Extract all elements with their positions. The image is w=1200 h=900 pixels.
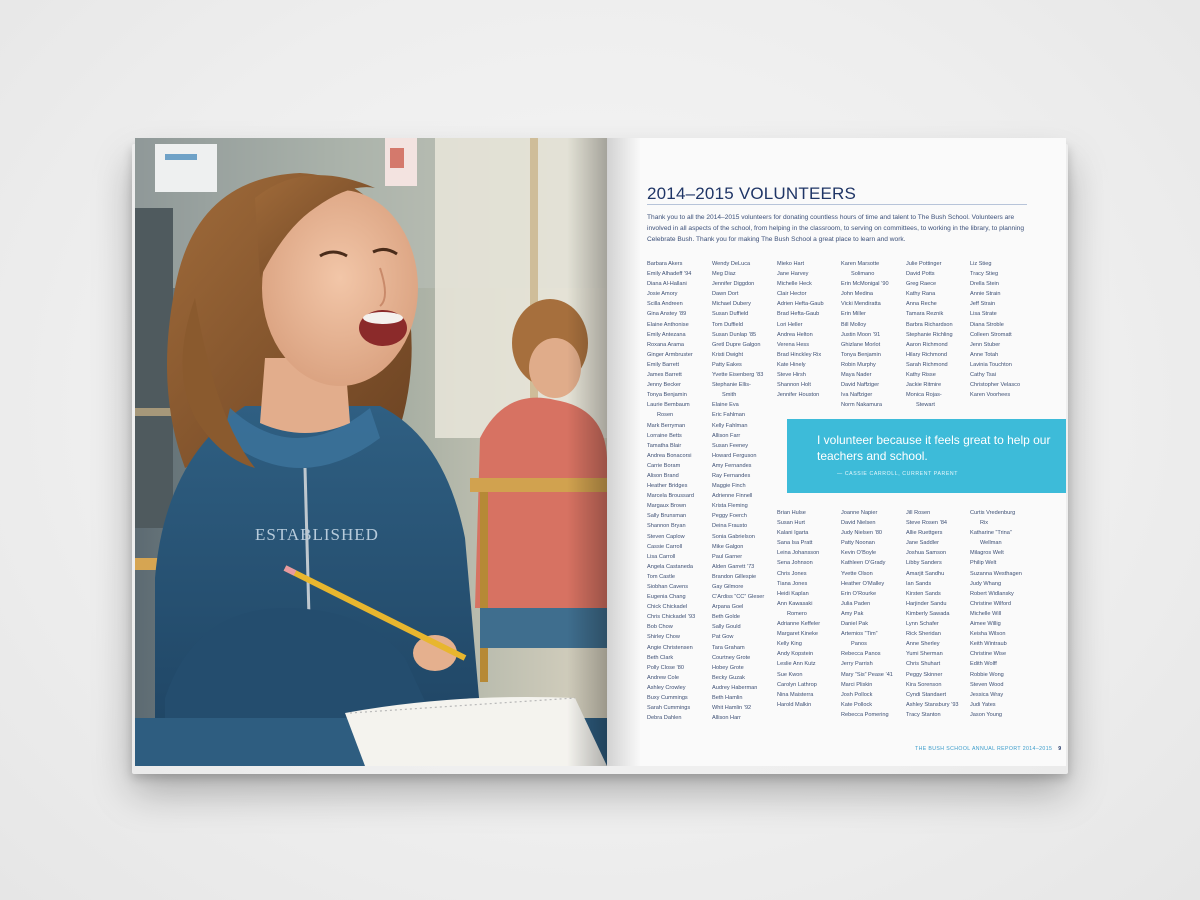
volunteer-name: Bill Molloy (841, 321, 867, 328)
volunteer-name: Robert Widlansky (970, 590, 1014, 597)
volunteer-name: Mary “Sis” Pease ’41 (841, 671, 893, 678)
volunteer-name: Shirley Chow (647, 634, 680, 641)
volunteer-name: Adrianne Keffeler (777, 621, 821, 628)
volunteer-name: Kimberly Sawada (906, 610, 950, 617)
volunteer-name: Steve Hirsh (777, 372, 806, 379)
volunteer-name: Rebecca Panos (841, 651, 881, 658)
volunteer-name-continued: Panos (851, 641, 867, 648)
volunteer-name: Lorraine Betts (647, 432, 682, 439)
volunteer-name: Joanne Napier (841, 510, 878, 516)
volunteer-name: Sana Isa Pratt (777, 540, 813, 547)
volunteer-name: Carrie Boram (647, 462, 681, 469)
volunteer-name: Robin Murphy (841, 361, 876, 368)
volunteer-name: Marci Pliskin (841, 681, 873, 688)
volunteer-name: Emily Barrett (647, 361, 680, 368)
volunteer-name: Keith Wintraub (970, 641, 1007, 648)
name-column (712, 259, 764, 723)
volunteer-name: Clair Hector (777, 291, 807, 298)
volunteer-name: Sonia Gabrielson (712, 533, 755, 540)
volunteer-name-continued: Wellman (980, 540, 1002, 547)
volunteer-name-continued: Romero (787, 610, 807, 617)
volunteer-name-continued: Rosen (657, 412, 674, 419)
volunteer-name: Shannon Holt (777, 382, 811, 389)
volunteer-name: David Potts (906, 271, 935, 278)
name-column (906, 508, 959, 720)
volunteer-name: Yumi Sherman (906, 651, 943, 658)
volunteer-name: Carolyn Lathrop (777, 681, 817, 688)
volunteer-name: Lynn Schafer (906, 621, 939, 628)
volunteer-name: Scilla Andreen (647, 301, 683, 308)
volunteer-name: Cassie Carroll (647, 543, 683, 550)
volunteer-name: Howard Ferguson (712, 452, 757, 459)
volunteer-name: Kristi Dwight (712, 351, 744, 358)
volunteer-name: Gina Anstey ’89 (647, 311, 687, 318)
volunteer-name: Susan Duffield (712, 311, 749, 318)
volunteer-name: Colleen Stromatt (970, 331, 1012, 338)
volunteer-name: Norm Nakamura (841, 402, 883, 409)
volunteer-name: Amy Pak (841, 610, 864, 617)
volunteer-name: Joshua Samson (906, 550, 947, 557)
volunteer-name: Beth Clark (647, 654, 674, 661)
volunteer-name: Steven Wood (970, 681, 1004, 688)
volunteer-name: Kelly King (777, 641, 802, 648)
volunteer-name: Amarjit Sandhu (906, 570, 945, 577)
volunteer-name: Jessica Wray (970, 691, 1004, 698)
volunteer-name: Allison Harr (712, 715, 741, 722)
volunteer-name: Tonya Benjamin (841, 351, 881, 358)
volunteer-name: Judi Yates (970, 701, 996, 708)
volunteer-name: Katharine “Trina” (970, 530, 1012, 537)
volunteer-name: Eric Fahlman (712, 412, 745, 419)
volunteer-name: Christine Wise (970, 651, 1007, 658)
volunteer-name: Allison Farr (712, 432, 741, 439)
volunteer-name: Kathy Rana (906, 291, 936, 298)
volunteer-name: Elaine Eva (712, 402, 739, 409)
volunteer-name: Amy Fernandes (712, 462, 752, 469)
volunteer-name: C’Ardiss “CC” Gleser (712, 594, 765, 601)
name-column (777, 508, 820, 710)
volunteer-name: Keisha Wilson (970, 631, 1006, 638)
volunteer-name: Michael Dubery (712, 301, 751, 308)
page-number: 9 (1058, 746, 1062, 752)
volunteer-name: Ray Fernandes (712, 472, 751, 479)
volunteer-name: Beth Hamlin (712, 695, 743, 702)
volunteer-name: Jane Saddler (906, 540, 939, 547)
volunteer-name: Josh Pollock (841, 691, 873, 698)
volunteer-name: Milagros Welt (970, 550, 1004, 557)
volunteer-name: Rebecca Pomering (841, 711, 889, 718)
volunteer-name: Brad Hefta-Gaub (777, 311, 820, 318)
volunteer-name: Maggie Finch (712, 483, 746, 490)
volunteer-name: Steve Rosen ’84 (906, 520, 948, 527)
volunteer-name: Chris Shuhart (906, 661, 941, 668)
volunteer-name: Karen Voorhees (970, 392, 1011, 399)
left-gutter-shadow (567, 138, 607, 766)
volunteer-name: Mieko Hart (777, 261, 805, 267)
volunteer-name: Chris Chickadel ’93 (647, 614, 696, 621)
volunteer-name: Audrey Haberman (712, 684, 758, 691)
volunteer-name: Shannon Bryan (647, 523, 686, 530)
volunteer-name: Christopher Velasco (970, 382, 1021, 389)
volunteer-name: Emily Alhadeff ’94 (647, 271, 692, 278)
volunteer-name: Buxy Cummings (647, 695, 688, 702)
volunteer-name: Leina Johansson (777, 550, 820, 557)
left-page-photo (135, 138, 607, 766)
name-column (970, 259, 1020, 400)
name-column (647, 259, 695, 723)
volunteer-name: Kelly Fahlman (712, 422, 748, 429)
volunteer-name: Daniel Pak (841, 621, 869, 628)
right-page (607, 138, 1066, 766)
volunteer-name: Polly Close ’80 (647, 664, 684, 671)
volunteer-name: Judy Nielsen ’80 (841, 530, 883, 537)
volunteer-name: Monica Rojas- (906, 392, 942, 399)
volunteer-name-continued: Solimano (851, 271, 875, 278)
volunteer-name: Sally Brunsman (647, 513, 687, 520)
volunteer-name: Eugenia Chang (647, 594, 686, 601)
volunteer-name: Ann Kawasaki (777, 600, 813, 607)
volunteer-name: Ghizlane Morlot (841, 341, 881, 348)
volunteer-name: Justin Moon ’91 (841, 331, 881, 338)
volunteer-name: Nina Maisterra (777, 691, 814, 698)
right-gutter-shadow (607, 138, 641, 766)
volunteer-name: Kate Hinely (777, 361, 806, 368)
volunteer-name: Lisa Strate (970, 311, 997, 318)
volunteer-name: Greg Raece (906, 281, 937, 288)
volunteer-name: Kira Sorenson (906, 681, 942, 688)
volunteer-name: Jason Young (970, 711, 1003, 718)
volunteer-name: Becky Guzak (712, 674, 745, 681)
volunteer-name: Yvette Eisenberg ’83 (712, 372, 764, 379)
volunteer-name: Wendy DeLuca (712, 261, 751, 267)
volunteer-name: Brian Hulse (777, 510, 806, 516)
page-footer (915, 746, 1062, 752)
volunteer-name: Hilary Richmond (906, 351, 948, 358)
volunteer-name: Yvette Olson (841, 570, 873, 577)
volunteer-name: Jill Rosen (906, 510, 931, 516)
name-column (970, 508, 1022, 720)
volunteer-name: Margaux Brown (647, 503, 687, 510)
volunteer-name-continued: Stewart (916, 402, 935, 409)
volunteer-name: Debra Dahlen (647, 715, 682, 722)
volunteer-name: Lisa Carroll (647, 553, 676, 560)
volunteer-name: Tiana Jones (777, 580, 808, 587)
volunteer-name: Ian Sands (906, 580, 932, 587)
classroom-photo (135, 138, 607, 766)
volunteer-name: Kevin O’Boyle (841, 550, 877, 557)
volunteer-name: Tracy Stieg (970, 271, 999, 278)
volunteer-name: Sarah Cummings (647, 705, 691, 712)
volunteer-name: Michelle Heck (777, 281, 812, 288)
volunteer-name: Sarah Richmond (906, 361, 948, 368)
volunteer-name: Maya Nader (841, 372, 872, 379)
volunteer-name: Susan Feeney (712, 442, 749, 449)
name-column (841, 508, 893, 720)
volunteer-name: Mark Berryman (647, 422, 686, 429)
volunteer-name: Christine Wilford (970, 600, 1012, 607)
name-column (906, 259, 953, 410)
volunteer-name: Verena Hess (777, 341, 810, 348)
volunteer-name: Drella Stein (970, 281, 999, 288)
volunteer-name: Gretl Dupre Galgon (712, 341, 761, 348)
volunteer-name: Jenn Stuber (970, 341, 1001, 348)
volunteer-name: Meg Diaz (712, 271, 736, 278)
volunteer-name: Kate Pollock (841, 701, 873, 708)
volunteer-name: Andrew Cole (647, 674, 680, 681)
volunteer-name: Arpana Goel (712, 604, 744, 611)
volunteer-name: Erin Miller (841, 311, 866, 318)
volunteer-name: Libby Sanders (906, 560, 942, 567)
volunteer-name: Stephanie Richling (906, 331, 953, 338)
volunteer-name: Krista Fleming (712, 503, 748, 510)
volunteer-name: Emily Antezana (647, 331, 686, 338)
volunteer-name: Rick Sheridan (906, 631, 941, 638)
volunteer-name: Angela Castaneda (647, 563, 694, 570)
pull-quote-attribution: — CASSIE CARROLL, CURRENT PARENT (837, 471, 959, 477)
volunteer-name: Barbra Richardson (906, 321, 953, 328)
title-rule (647, 204, 1027, 205)
volunteer-name: Brandon Gillespie (712, 573, 757, 580)
volunteer-name: James Barrett (647, 372, 682, 379)
volunteer-name: Lori Heller (777, 321, 803, 328)
volunteer-name: Kathleen O’Grady (841, 560, 886, 567)
volunteer-name: Tamara Reznik (906, 311, 944, 318)
volunteer-name: Tom Duffield (712, 321, 743, 328)
pull-quote-text: I volunteer because it feels great to help our teachers and school. (817, 433, 1051, 463)
volunteer-name: Anna Reche (906, 301, 937, 308)
volunteer-name: Lavinia Touchton (970, 361, 1012, 368)
volunteer-name: Edith Wolff (970, 661, 997, 668)
volunteer-name: Steven Caplow (647, 533, 685, 540)
volunteer-name: Aimee Willig (970, 621, 1001, 628)
volunteer-name: Jackie Ritmire (906, 382, 942, 389)
volunteer-name: Tonya Benjamin (647, 392, 687, 399)
volunteer-name: Paul Garner (712, 553, 743, 560)
volunteer-name: Harold Malkin (777, 701, 812, 708)
volunteer-name: Tracy Stanton (906, 711, 941, 718)
volunteer-name: Laurie Bembaum (647, 402, 690, 409)
volunteer-name: Stephanie Ellis- (712, 382, 751, 389)
volunteer-name: Judy Whang (970, 580, 1002, 587)
volunteer-name: Alden Garrett ’73 (712, 563, 755, 570)
volunteer-name: Jerry Parrish (841, 661, 873, 668)
volunteer-name: Chick Chickadel (647, 604, 688, 611)
volunteer-name: Allie Ruettgers (906, 530, 943, 537)
volunteer-name: Heather Bridges (647, 483, 688, 490)
volunteer-name: Bob Chow (647, 624, 673, 631)
volunteer-name: Cyndi Standaert (906, 691, 947, 698)
volunteer-name: Mike Galgon (712, 543, 744, 550)
volunteer-name: Anne Totah (970, 351, 999, 358)
volunteer-name: Hobey Grote (712, 664, 744, 671)
volunteer-name: Dawn Dort (712, 291, 739, 298)
volunteer-name: Leslie Ann Kutz (777, 661, 816, 668)
volunteer-name: Kirsten Sands (906, 590, 941, 597)
volunteer-name: Liz Stieg (970, 261, 992, 267)
volunteer-name: Cathy Tsai (970, 372, 997, 379)
volunteer-name: Sally Gould (712, 624, 741, 631)
volunteer-name: Gay Gilmore (712, 584, 744, 590)
volunteer-name: Andrea Bonacorsi (647, 452, 692, 459)
volunteer-name: David Naffziger (841, 382, 880, 389)
volunteer-name: Diana Al-Hallani (647, 281, 687, 288)
volunteer-name: Angie Christensen (647, 644, 693, 651)
volunteer-name: Tom Castle (647, 573, 675, 580)
volunteer-name: Barbara Akers (647, 261, 683, 267)
volunteer-name: Beth Golde (712, 614, 740, 621)
volunteer-name: Anne Sherley (906, 641, 940, 648)
volunteer-name: Erin O’Rourke (841, 590, 877, 597)
name-column (777, 259, 824, 400)
volunteer-name: Erin McMonigal ’90 (841, 281, 889, 288)
volunteer-name: Pat Gow (712, 634, 734, 641)
volunteer-name: Peggy Foerch (712, 513, 747, 520)
volunteer-name: Julia Paden (841, 600, 871, 607)
volunteer-name: Kalani Igarta (777, 530, 809, 537)
volunteer-name: Siobhan Cavens (647, 584, 689, 590)
volunteer-name: Jenny Becker (647, 382, 681, 389)
volunteer-name: Adrienne Finnell (712, 493, 753, 500)
hoodie-print: ESTABLISHED (255, 525, 379, 544)
volunteer-name: Patty Noonan (841, 540, 875, 547)
volunteer-name: Alison Brand (647, 472, 679, 479)
volunteer-name: Ashley Stansbury ’93 (906, 701, 959, 708)
volunteer-name: Aaron Richmond (906, 341, 948, 348)
volunteer-name: Michelle Will (970, 610, 1002, 617)
volunteer-name: John Medina (841, 291, 874, 298)
volunteer-name: Elaine Anthonise (647, 321, 689, 328)
volunteer-name: Jennifer Houston (777, 392, 820, 399)
volunteer-name: Artemios “Tim” (841, 631, 878, 638)
volunteer-name: Iva Naffziger (841, 392, 873, 399)
volunteer-name: Kathy Risse (906, 372, 936, 379)
volunteer-name: Chris Jones (777, 570, 807, 577)
volunteer-name: Jane Harvey (777, 271, 809, 278)
volunteer-name: Diana Stroble (970, 321, 1004, 328)
volunteer-name: Vicki Mendiratta (841, 301, 881, 308)
volunteer-name: Jennifer Diggdon (712, 281, 755, 288)
volunteer-name-continued: Smith (722, 392, 737, 399)
volunteer-name-continued: Rix (980, 520, 989, 527)
volunteer-name: Andy Kopstein (777, 651, 814, 658)
footer-label: THE BUSH SCHOOL ANNUAL REPORT 2014–2015 (915, 746, 1053, 752)
volunteer-name: David Nielsen (841, 520, 876, 527)
volunteer-name: Harjinder Sandu (906, 600, 947, 607)
volunteer-name: Sena Johnson (777, 560, 813, 567)
volunteer-name: Suzanna Westhagen (970, 570, 1022, 577)
volunteer-name: Robbie Wong (970, 671, 1004, 678)
volunteer-name: Ashley Crowley (647, 684, 686, 691)
volunteer-name: Sue Kwon (777, 671, 803, 678)
volunteer-name: Patty Eakes (712, 361, 742, 368)
name-column (841, 259, 889, 410)
volunteer-name: Susan Hurt (777, 520, 805, 527)
volunteer-name: Courtney Grote (712, 654, 751, 661)
volunteer-name: Karen Marsotte (841, 261, 880, 267)
volunteer-name: Whit Hamlin ’92 (712, 705, 752, 712)
volunteer-name: Peggy Skinner (906, 671, 943, 678)
volunteer-name: Ginger Armbruster (647, 351, 693, 358)
intro-paragraph: Thank you to all the 2014–2015 volunteers for donating countless hours of time and talent to The Bush School. Volunteers are involved in all aspects of the school, from helping in the classroom, to serving on committees, to working in the library, to planning Celebrate Bush. Thank you for making The Bush School a great place to learn and work. (647, 214, 1025, 243)
volunteer-name: Julie Pottinger (906, 261, 942, 267)
volunteer-name: Heidi Kaplan (777, 590, 809, 597)
page-title: 2014–2015 VOLUNTEERS (647, 184, 857, 203)
volunteer-name: Annie Strain (970, 291, 1001, 298)
volunteer-name: Philip Welt (970, 560, 997, 567)
volunteer-name: Roxana Arama (647, 341, 685, 348)
volunteer-name: Andrea Helton (777, 331, 813, 338)
volunteer-name: Brad Hinckley Rix (777, 351, 822, 358)
volunteer-name: Susan Dunlap ’85 (712, 331, 757, 338)
volunteer-name: Curtis Vredenburg (970, 510, 1016, 516)
volunteer-name: Jeff Strain (970, 301, 996, 308)
volunteer-name: Adrien Hefta-Gaub (777, 301, 824, 308)
volunteer-name: Margaret Kineke (777, 631, 819, 638)
volunteer-name: Tamatha Blair (647, 442, 682, 449)
volunteer-name: Josie Amory (647, 291, 678, 298)
volunteer-name: Deina Frausto (712, 523, 748, 530)
volunteer-name: Heather O’Malley (841, 580, 885, 587)
volunteer-name: Marcela Broussard (647, 493, 694, 500)
volunteer-name: Tara Graham (712, 644, 745, 651)
